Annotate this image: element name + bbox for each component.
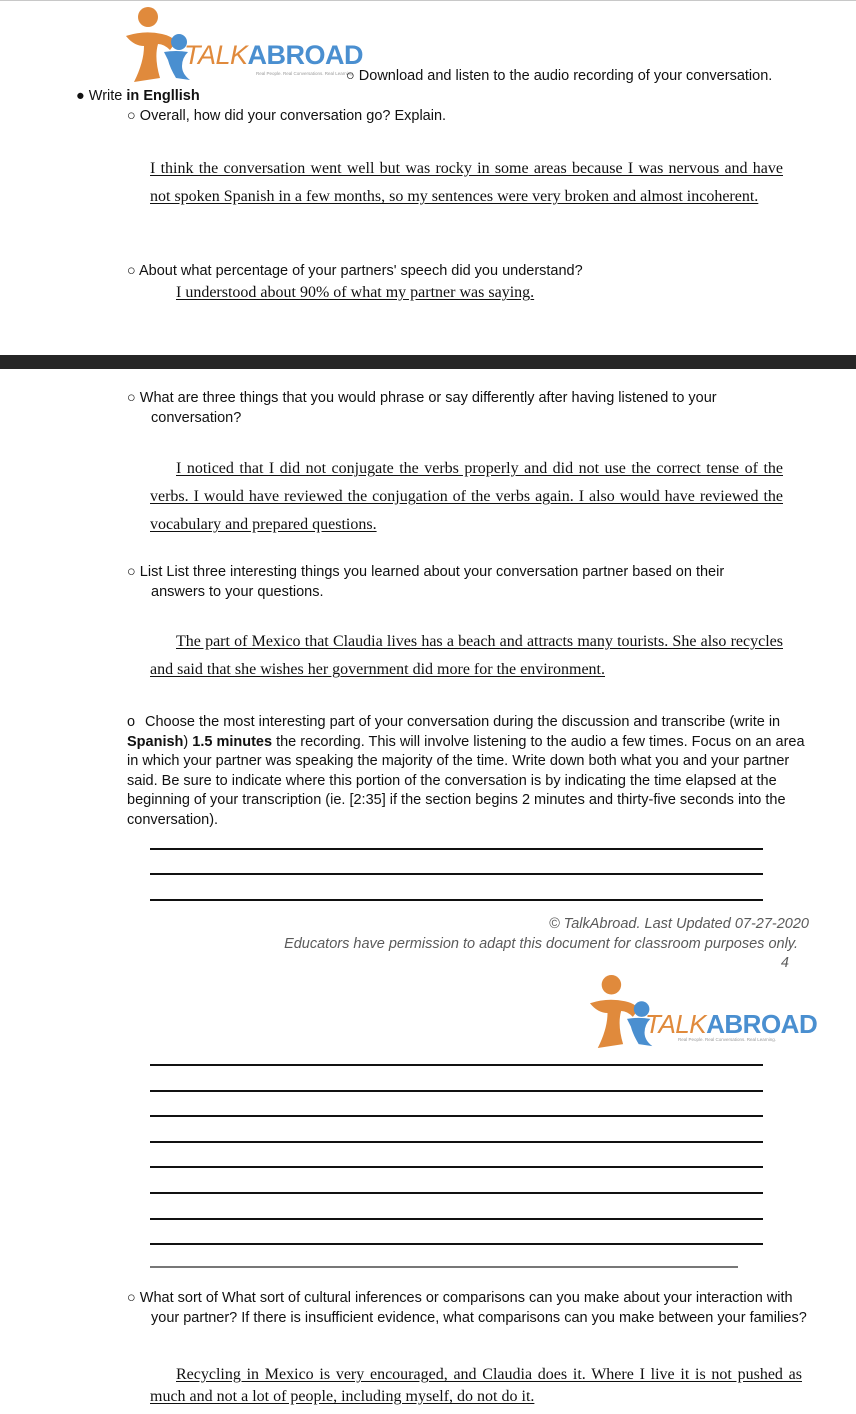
logo-tagline: Real People. Real Conversations. Real Learning. [256,71,355,76]
blank-answer-line [150,1192,763,1194]
prompt-text [127,714,805,828]
answer-overall: I think the conversation went well but was rocky in some areas because I was nervous and have not spoken Spanish in a few months, so my sentences were very broken and almost incoherent. [150,160,783,205]
blank-answer-line [150,873,763,875]
blank-answer-line [150,1218,763,1220]
question-overall-prompt: ○ Overall, how did your conversation go? Explain. [127,108,447,124]
bullet-icon: ● [76,88,85,104]
page-top-border [0,0,856,1]
footer-permission: Educators have permission to adapt this document for classroom purposes only. [284,936,798,952]
blank-answer-line [150,1243,763,1245]
question-phrase-differently-prompt [127,389,717,428]
answer-cultural-inferences: Recycling in Mexico is very encouraged, and Claudia does it. Where I live it is not pushed as much and not a lot of people, including myself, do not do it. [150,1366,802,1405]
answer-interesting-things: The part of Mexico that Claudia lives has a beach and attracts many tourists. She also recycles and said that she wishes her government did more for the environment. [150,633,783,678]
prompt-line: ○ What are three things that you would phrase or say differently after having listened to your [127,390,717,406]
blank-answer-line [150,848,763,850]
write-in-english-bullet [76,87,200,107]
prompt-bold-spanish: Spanish [127,733,184,750]
blank-answer-line [150,1166,763,1168]
write-language: in Engllish [126,88,200,104]
write-label: Write [88,88,127,104]
prompt-text-part: the recording. This will involve listening to the audio a few times. Focus on an area in which your partner was speaking the majority of the time. Write down both what you and your partner said. Be sure to indicate where this portion of the conversation is by indicating the time elapsed at the beginning of your transcription (ie. [2:35] if the section begins 2 minutes and thirty-five seconds into the conversation). [127,733,805,828]
answer-percentage: I understood about 90% of what my partner was saying. [176,284,535,301]
bullet-icon: o [127,714,136,730]
logo-talk-text: TALK [645,1009,707,1039]
prompt-line: conversation? [151,409,242,426]
question-cultural-inferences-prompt: ○ What sort of What sort of cultural inferences or comparisons can you make about your interaction with your partner? If there is insufficient evidence, what comparisons can you make between your families? [127,1290,807,1326]
blank-answer-line [150,1266,738,1268]
logo-talk-text: TALK [184,40,248,70]
prompt-text-part: ) [183,733,193,750]
question-percentage-prompt: ○ About what percentage of your partners' speech did you understand? [127,263,583,279]
page-number: 4 [780,955,789,971]
logo-abroad-text: ABROAD [247,40,364,70]
question-interesting-things-prompt [127,563,724,602]
prompt-bold-duration: 1.5 minutes [192,733,273,750]
talkabroad-logo-top [124,6,364,84]
blank-answer-line [150,1115,763,1117]
question-transcribe-prompt [127,713,807,830]
answer-phrase-differently: I noticed that I did not conjugate the verbs properly and did not use the correct tense of the verbs. I would have reviewed the conjugation of the verbs again. I also would have reviewed the vocabulary and prepared questions. [150,460,783,533]
download-instruction: ○ Download and listen to the audio recording of your conversation. [346,68,773,84]
prompt-text-part: Choose the most interesting part of your conversation during the discussion and transcribe (write in [145,714,781,730]
blank-answer-line [150,899,763,901]
prompt-line: ○ List List three interesting things you learned about your conversation partner based on their [127,564,725,580]
prompt-line: answers to your questions. [151,583,324,600]
footer-copyright: © TalkAbroad. Last Updated 07-27-2020 [548,916,809,932]
logo-tagline: Real People. Real Conversations. Real Learning. [678,1037,777,1042]
page-break-divider [0,355,856,369]
blank-answer-line [150,1090,763,1092]
logo-abroad-text: ABROAD [706,1009,818,1039]
blank-answer-line [150,1064,763,1066]
talkabroad-logo-page2 [588,974,818,1050]
blank-answer-line [150,1141,763,1143]
